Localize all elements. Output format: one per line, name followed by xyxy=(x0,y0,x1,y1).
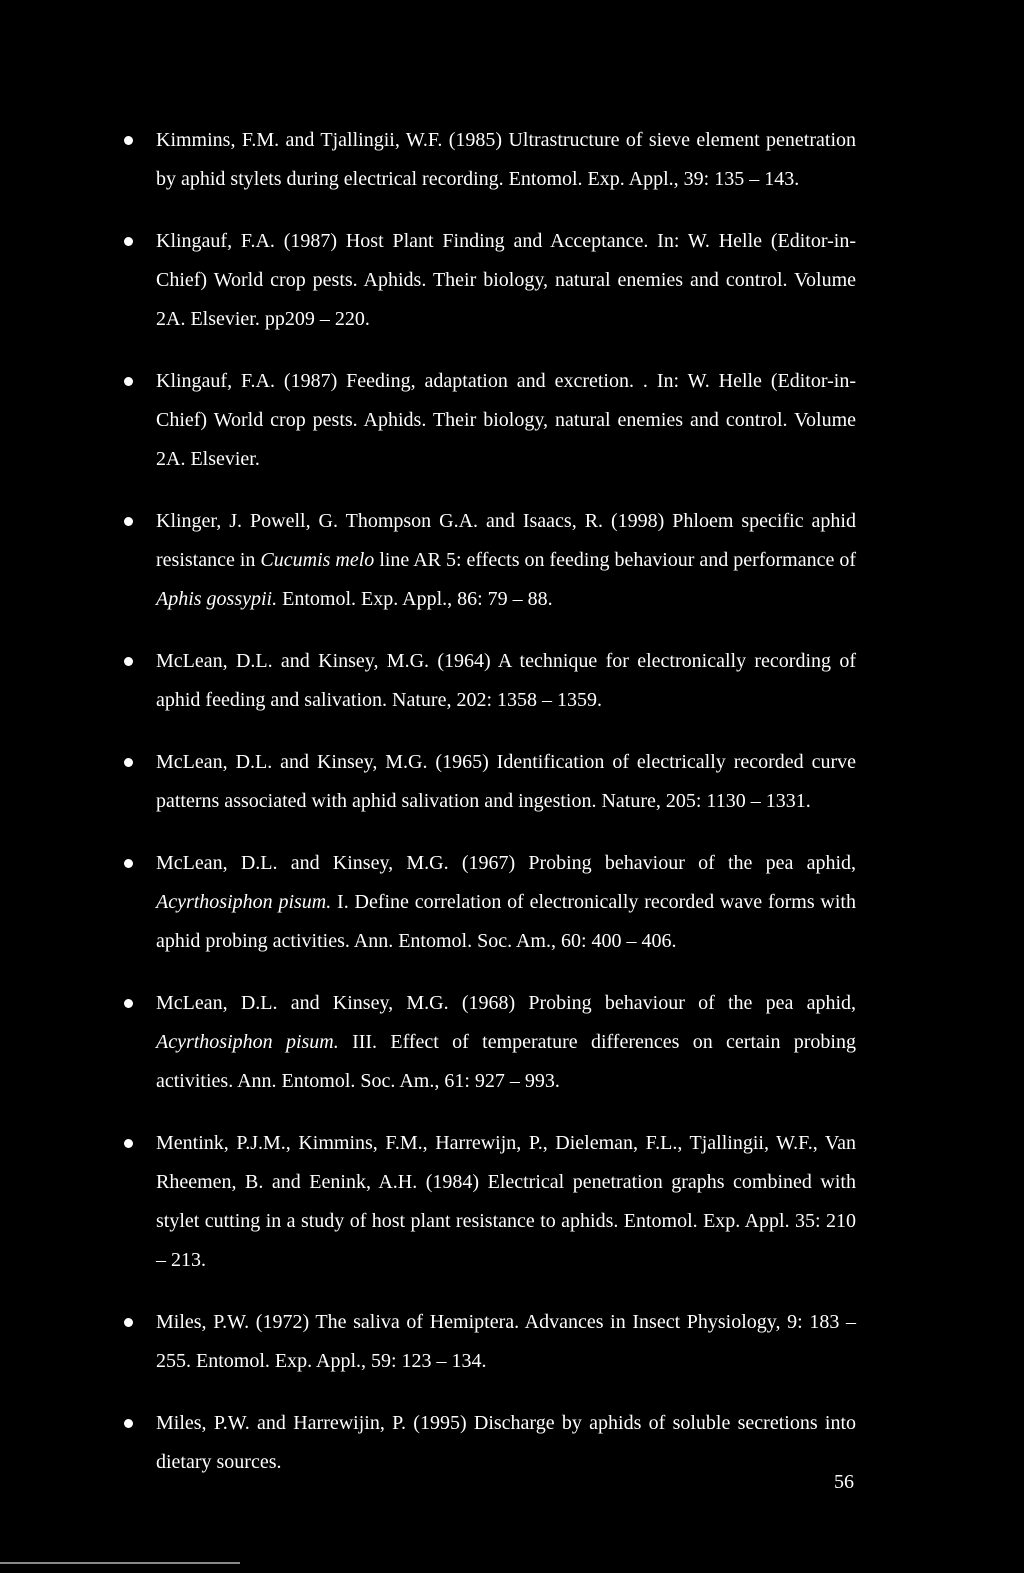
reference-item xyxy=(120,743,856,821)
reference-text: Miles, P.W. and Harrewijin, P. (1995) Discharge by aphids of soluble secretions into dietary sources. xyxy=(156,1412,856,1473)
reference-item xyxy=(120,1124,856,1280)
reference-item xyxy=(120,222,856,339)
reference-item xyxy=(120,844,856,961)
reference-text: Klinger, J. Powell, G. Thompson G.A. and Isaacs, R. (1998) Phloem specific aphid resistance in xyxy=(156,510,856,571)
reference-text: line AR 5: effects on feeding behaviour and performance of xyxy=(374,549,857,571)
reference-item xyxy=(120,1303,856,1381)
species-name: Cucumis melo xyxy=(260,549,375,571)
species-name: Acyrthosiphon pisum. xyxy=(156,1031,339,1053)
bottom-rule xyxy=(0,1562,240,1564)
reference-item xyxy=(120,642,856,720)
reference-list xyxy=(120,121,856,1505)
reference-item xyxy=(120,502,856,619)
reference-item xyxy=(120,362,856,479)
species-name: Aphis gossypii. xyxy=(156,588,278,610)
reference-text: Entomol. Exp. Appl., 86: 79 – 88. xyxy=(277,588,553,610)
reference-text: McLean, D.L. and Kinsey, M.G. (1964) A technique for electronically recording of aphid feeding and salivation. Nature, 202: 1358 – 1359. xyxy=(156,650,856,711)
reference-item xyxy=(120,121,856,199)
reference-text: III. Effect of temperature differences on certain probing activities. Ann. Entomol. Soc. Am., 61: 927 – 993. xyxy=(156,1031,856,1092)
reference-text: McLean, D.L. and Kinsey, M.G. (1968) Probing behaviour of the pea aphid, xyxy=(156,992,856,1014)
reference-text: Mentink, P.J.M., Kimmins, F.M., Harrewijn, P., Dieleman, F.L., Tjallingii, W.F., Van Rheemen, B. and Eenink, A.H. (1984) Electrical penetration graphs combined with stylet cutting in a study of host plant resistance to aphids. Entomol. Exp. Appl. 35: 210 – 213. xyxy=(156,1132,856,1271)
reference-text: McLean, D.L. and Kinsey, M.G. (1967) Probing behaviour of the pea aphid, xyxy=(156,852,856,874)
reference-text: I. Define correlation of electronically recorded wave forms with aphid probing activities. Ann. Entomol. Soc. Am., 60: 400 – 406. xyxy=(156,891,856,952)
reference-text: Klingauf, F.A. (1987) Feeding, adaptation and excretion. . In: W. Helle (Editor-in-Chief) World crop pests. Aphids. Their biology, natural enemies and control. Volume 2A. Elsevier. xyxy=(156,370,856,470)
reference-text: McLean, D.L. and Kinsey, M.G. (1965) Identification of electrically recorded curve patterns associated with aphid salivation and ingestion. Nature, 205: 1130 – 1331. xyxy=(156,751,856,812)
reference-text: Miles, P.W. (1972) The saliva of Hemiptera. Advances in Insect Physiology, 9: 183 – 255. Entomol. Exp. Appl., 59: 123 – 134. xyxy=(156,1311,856,1372)
species-name: Acyrthosiphon pisum. xyxy=(156,891,332,913)
reference-item xyxy=(120,1404,856,1482)
page-number: 56 xyxy=(834,1471,854,1493)
reference-text: Kimmins, F.M. and Tjallingii, W.F. (1985) Ultrastructure of sieve element penetration by aphid stylets during electrical recording. Entomol. Exp. Appl., 39: 135 – 143. xyxy=(156,129,856,190)
reference-text: Klingauf, F.A. (1987) Host Plant Finding and Acceptance. In: W. Helle (Editor-in-Chief) World crop pests. Aphids. Their biology, natural enemies and control. Volume 2A. Elsevier. pp209 – 220. xyxy=(156,230,856,330)
reference-item xyxy=(120,984,856,1101)
